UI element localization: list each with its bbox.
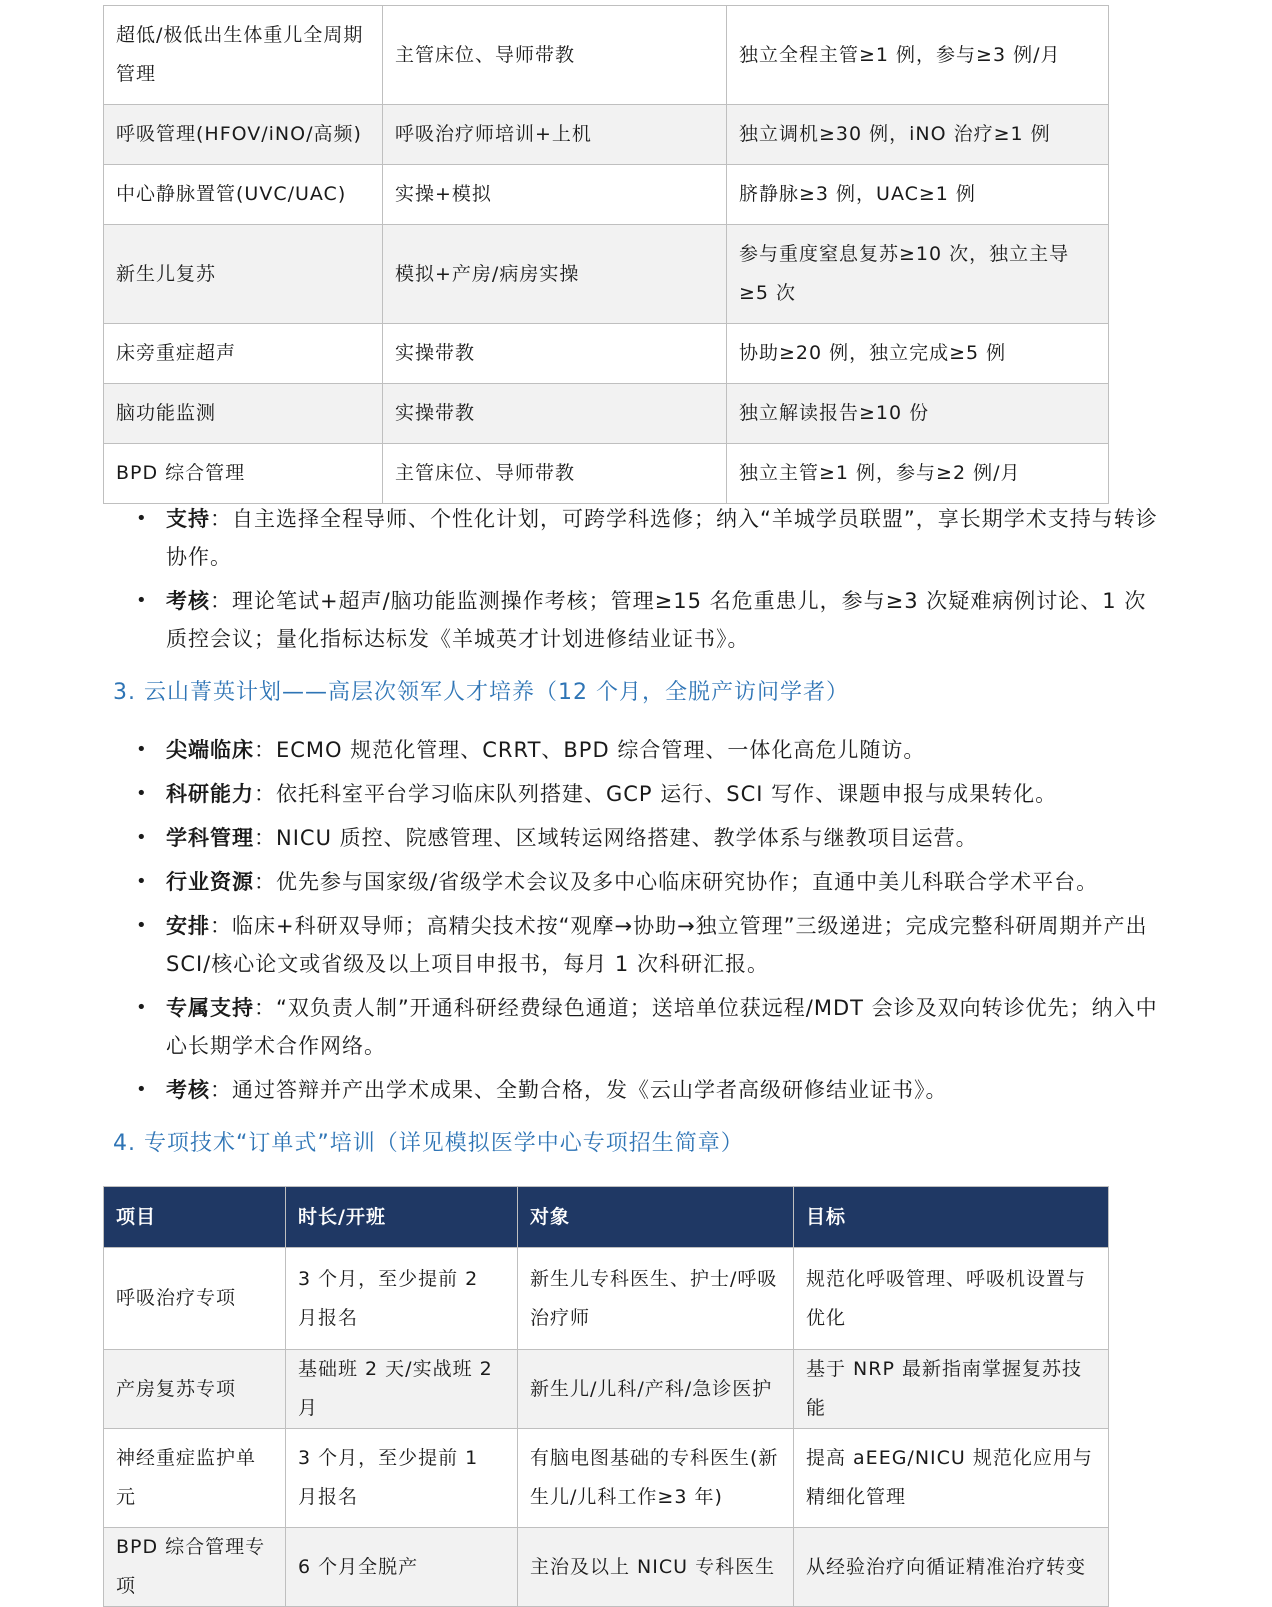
table-cell: 产房复苏专项 [104,1350,286,1429]
bullet-label: 安排 [166,914,210,938]
table-row [104,225,1109,324]
bullet-text: ：ECMO 规范化管理、CRRT、BPD 综合管理、一体化高危儿随访。 [254,738,926,762]
bullet-icon: • [136,508,148,529]
bullet-icon: • [136,827,148,848]
table-cell: 协助≥20 例，独立完成≥5 例 [727,324,1109,384]
list-item [136,500,1158,576]
skills-table [103,5,1109,504]
table-row [104,1429,1109,1528]
table-cell: 呼吸治疗专项 [104,1248,286,1350]
table-header-row [104,1187,1109,1248]
bullet-text: ：通过答辩并产出学术成果、全勤合格，发《云山学者高级研修结业证书》。 [210,1078,948,1102]
table-cell: 独立解读报告≥10 份 [727,384,1109,444]
table-cell: 中心静脉置管(UVC/UAC) [104,165,383,225]
table-cell: 脐静脉≥3 例，UAC≥1 例 [727,165,1109,225]
bullet-icon: • [136,997,148,1018]
table-cell: 规范化呼吸管理、呼吸机设置与优化 [794,1248,1109,1350]
bullet-label: 科研能力 [166,782,254,806]
bullet-text: ：NICU 质控、院感管理、区域转运网络搭建、教学体系与继教项目运营。 [254,826,978,850]
table-cell: 主管床位、导师带教 [383,6,727,105]
table-cell: 3 个月，至少提前 2 月报名 [286,1248,518,1350]
bullet-text: ：“双负责人制”开通科研经费绿色通道；送培单位获远程/MDT 会诊及双向转诊优先；纳入中心长期学术合作网络。 [166,996,1158,1058]
bullet-label: 支持 [166,507,210,531]
bullet-label: 尖端临床 [166,738,254,762]
table-row [104,105,1109,165]
table-row [104,1248,1109,1350]
bullet-text: ：理论笔试+超声/脑功能监测操作考核；管理≥15 名危重患儿，参与≥3 次疑难病例讨论、1 次质控会议；量化指标达标发《羊城英才计划进修结业证书》。 [166,589,1147,651]
table-cell: 独立全程主管≥1 例，参与≥3 例/月 [727,6,1109,105]
list-item [136,819,1158,857]
table-cell: 主治及以上 NICU 专科医生 [518,1528,794,1607]
table-cell: 实操带教 [383,384,727,444]
bullet-icon: • [136,783,148,804]
bullet-label: 考核 [166,1078,210,1102]
table-cell: 独立主管≥1 例，参与≥2 例/月 [727,444,1109,504]
table-row [104,6,1109,105]
table-cell: BPD 综合管理 [104,444,383,504]
bullet-text: ：自主选择全程导师、个性化计划，可跨学科选修；纳入“羊城学员联盟”，享长期学术支持与转诊协作。 [166,507,1158,569]
list-item [136,775,1158,813]
table-cell: 新生儿/儿科/产科/急诊医护 [518,1350,794,1429]
table-cell: 模拟+产房/病房实操 [383,225,727,324]
bullet-text: ：临床+科研双导师；高精尖技术按“观摩→协助→独立管理”三级递进；完成完整科研周期并产出 SCI/核心论文或省级及以上项目申报书，每月 1 次科研汇报。 [166,914,1148,976]
table-cell: 基础班 2 天/实战班 2 月 [286,1350,518,1429]
table-cell: 新生儿复苏 [104,225,383,324]
special-training-table [103,1186,1109,1607]
table-row [104,1528,1109,1607]
bullet-text: ：优先参与国家级/省级学术会议及多中心临床研究协作；直通中美儿科联合学术平台。 [254,870,1099,894]
section-heading: 4. 专项技术“订单式”培训（详见模拟医学中心专项招生简章） [113,1131,744,1156]
bullet-label: 专属支持 [166,996,254,1020]
table-cell: 从经验治疗向循证精准治疗转变 [794,1528,1109,1607]
table-cell: 新生儿专科医生、护士/呼吸治疗师 [518,1248,794,1350]
table-cell: 有脑电图基础的专科医生(新生儿/儿科工作≥3 年) [518,1429,794,1528]
table-cell: 实操+模拟 [383,165,727,225]
list-item [136,582,1158,658]
bullet-label: 考核 [166,589,210,613]
table-cell: 超低/极低出生体重儿全周期管理 [104,6,383,105]
list-item [136,731,1158,769]
table-row [104,165,1109,225]
table-cell: 6 个月全脱产 [286,1528,518,1607]
bullet-text: ：依托科室平台学习临床队列搭建、GCP 运行、SCI 写作、课题申报与成果转化。 [254,782,1058,806]
table-cell: 主管床位、导师带教 [383,444,727,504]
bullet-label: 学科管理 [166,826,254,850]
bullet-icon: • [136,739,148,760]
table-cell: 神经重症监护单元 [104,1429,286,1528]
column-header: 对象 [518,1187,794,1248]
table-cell: 呼吸管理(HFOV/iNO/高频) [104,105,383,165]
bullet-icon: • [136,1079,148,1100]
column-header: 项目 [104,1187,286,1248]
table-cell: 呼吸治疗师培训+上机 [383,105,727,165]
column-header: 时长/开班 [286,1187,518,1248]
bullet-icon: • [136,871,148,892]
table-cell: 基于 NRP 最新指南掌握复苏技能 [794,1350,1109,1429]
table-cell: 独立调机≥30 例，iNO 治疗≥1 例 [727,105,1109,165]
list-item [136,1071,1158,1109]
bullet-icon: • [136,590,148,611]
list-item [136,989,1158,1065]
section-heading: 3. 云山菁英计划——高层次领军人才培养（12 个月，全脱产访问学者） [113,680,849,705]
table-row [104,1350,1109,1429]
list-item [136,907,1158,983]
table-cell: 床旁重症超声 [104,324,383,384]
table-cell: 提高 aEEG/NICU 规范化应用与精细化管理 [794,1429,1109,1528]
table-cell: 3 个月，至少提前 1 月报名 [286,1429,518,1528]
table-cell: 脑功能监测 [104,384,383,444]
table-row [104,384,1109,444]
table-row [104,444,1109,504]
bullet-label: 行业资源 [166,870,254,894]
table-cell: 参与重度窒息复苏≥10 次，独立主导≥5 次 [727,225,1109,324]
bullet-icon: • [136,915,148,936]
table-cell: BPD 综合管理专项 [104,1528,286,1607]
column-header: 目标 [794,1187,1109,1248]
table-row [104,324,1109,384]
list-item [136,863,1158,901]
table-cell: 实操带教 [383,324,727,384]
